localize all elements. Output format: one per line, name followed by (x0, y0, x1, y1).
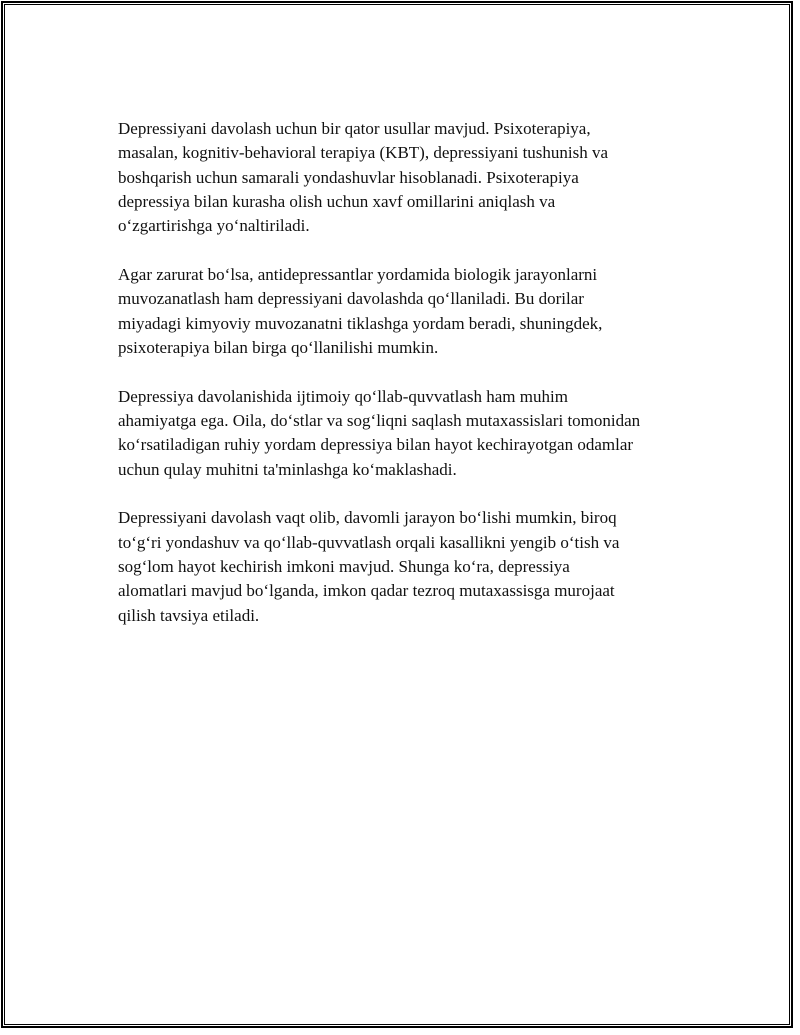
paragraph-2: Agar zarurat bo‘lsa, antidepressantlar yordamida biologik jarayonlarni muvozanatlash ham depressiyani davolashda qo‘llaniladi. Bu dorilar miyadagi kimyoviy muvozanatni tiklashga yordam beradi, shuningdek, psixoterapiya bilan birga qo‘llanilishi mumkin. (118, 264, 603, 357)
paragraph-1: Depressiyani davolash uchun bir qator usullar mavjud. Psixoterapiya, masalan, kognitiv-behavioral terapiya (KBT), depressiyani tushunish va boshqarish uchun samarali yondashuvlar hisoblanadi. Psixoterapiya depressiya bilan kurasha olish uchun xavf omillarini aniqlash va o‘zgartirishga yo‘naltiriladi. (118, 119, 609, 236)
document-body (118, 117, 708, 652)
paragraph-3: Depressiya davolanishida ijtimoiy qo‘llab-quvvatlash ham muhim ahamiyatga ega. Oila, do‘stlar va sog‘liqni saqlash mutaxassislari tomonidan ko‘rsatiladigan ruhiy yordam depressiya bilan hayot kechirayotgan odamlar uchun qulay muhitni ta'minlashga ko‘maklashadi. (118, 386, 641, 479)
paragraph-4: Depressiyani davolash vaqt olib, davomli jarayon bo‘lishi mumkin, biroq to‘g‘ri yondashuv va qo‘llab-quvvatlash orqali kasallikni yengib o‘tish va sog‘lom hayot kechirish imkoni mavjud. Shunga ko‘ra, depressiya alomatlari mavjud bo‘lganda, imkon qadar tezroq mutaxassisga murojaat qilish tavsiya etiladi. (118, 508, 620, 625)
